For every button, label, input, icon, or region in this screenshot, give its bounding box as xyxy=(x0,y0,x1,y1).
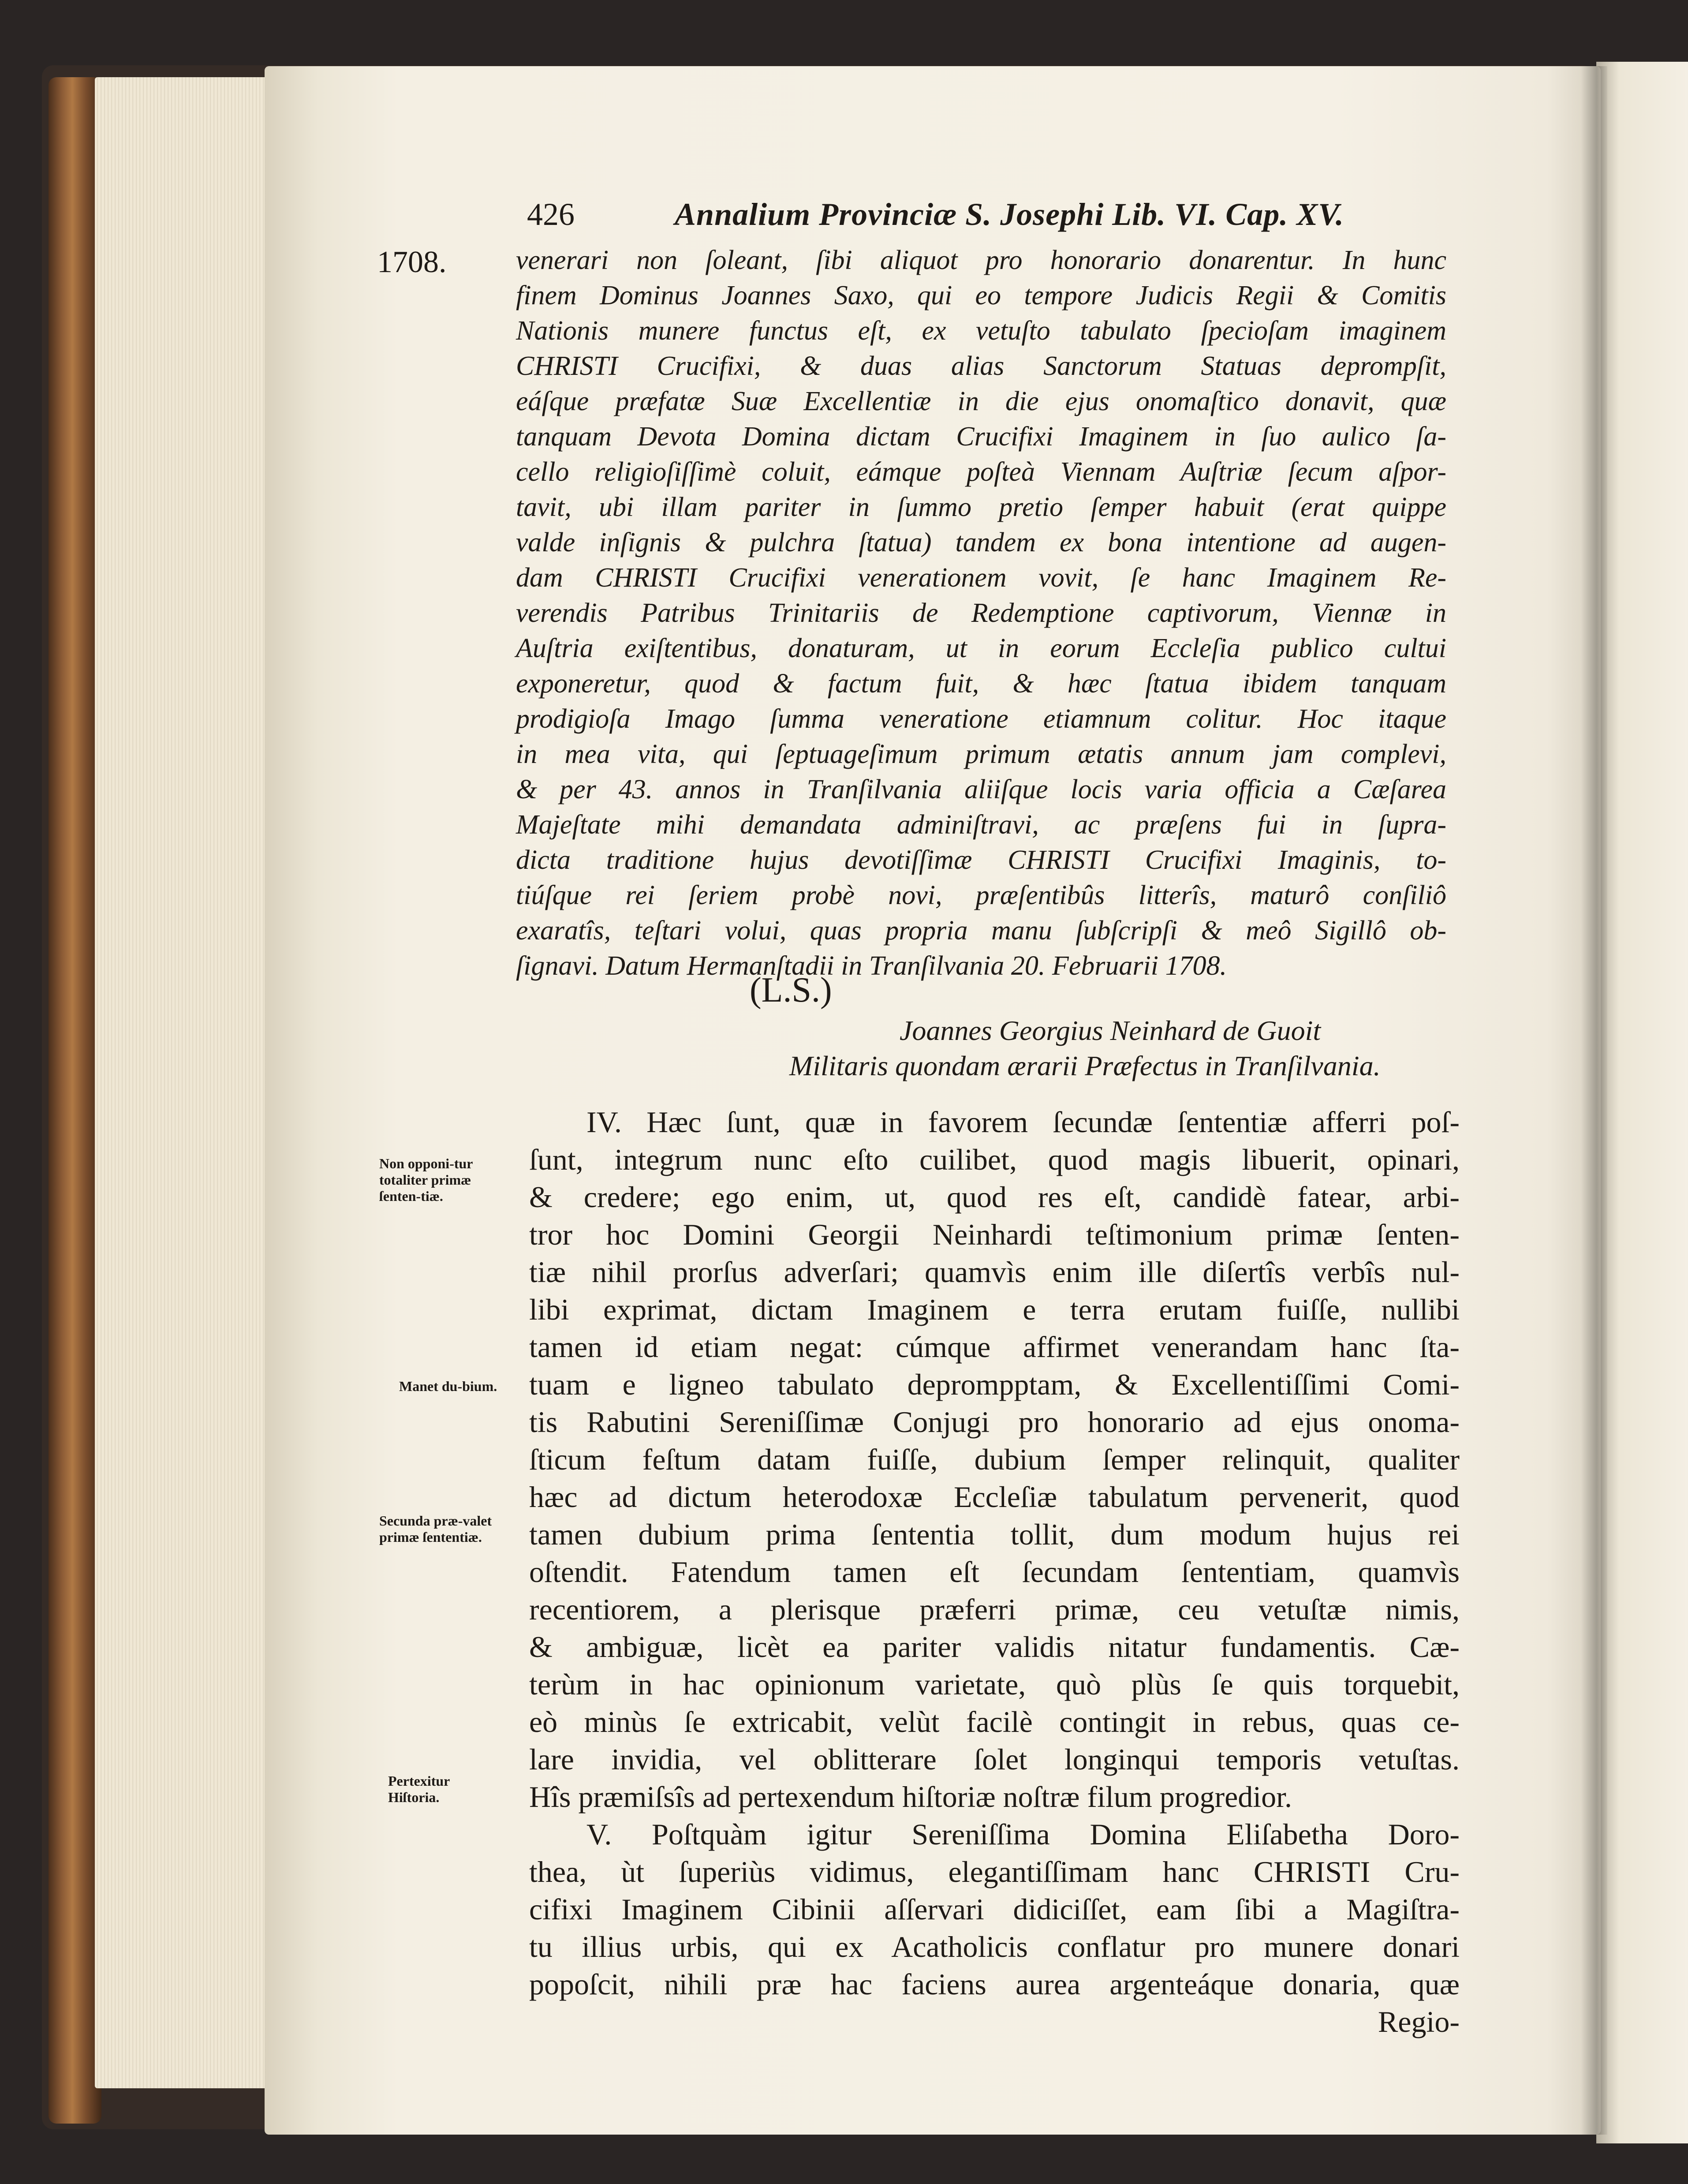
body-line: ſticum feſtum datam fuiſſe, dubium ſemper relinquit, qualiter xyxy=(529,1443,1460,1476)
letter-line: tavit, ubi illam pariter in ſummo pretio ſemper habuit (erat quippe xyxy=(516,492,1446,522)
letter-line: dam CHRISTI Crucifixi venerationem vovit, ſe hanc Imaginem Re- xyxy=(516,563,1446,593)
side-note: Secunda præ-valet primæ ſententiæ. xyxy=(379,1513,492,1545)
gutter-shadow xyxy=(1581,66,1607,2135)
side-note: Non opponi-tur totaliter primæ ſenten-tiæ. xyxy=(379,1156,473,1204)
body-line: & credere; ego enim, ut, quod res eſt, candidè fatear, arbi- xyxy=(529,1180,1460,1214)
body-line: terùm in hac opinionum varietate, quò plùs ſe quis torquebit, xyxy=(529,1668,1460,1701)
body-line: Hîs præmiſsîs ad pertexendum hiſtoriæ noſtræ filum progredior. xyxy=(529,1780,1292,1814)
letter-line: eáſque præfatæ Suæ Excellentiæ in die ejus onomaſtico donavit, quæ xyxy=(516,386,1446,416)
body-line: tror hoc Domini Georgii Neinhardi teſtimonium primæ ſenten- xyxy=(529,1218,1460,1251)
body-line: & ambiguæ, licèt ea pariter validis nitatur fundamentis. Cæ- xyxy=(529,1630,1460,1664)
page-edges xyxy=(95,77,280,2088)
page-number: 426 xyxy=(527,197,575,232)
letter-line: in mea vita, qui ſeptuageſimum primum ætatis annum jam complevi, xyxy=(516,739,1446,769)
body-line: ſunt, integrum nunc eſto cuilibet, quod magis libuerit, opinari, xyxy=(529,1143,1460,1176)
letter-line: tanquam Devota Domina dictam Crucifixi Imaginem in ſuo aulico ſa- xyxy=(516,422,1446,452)
body-line: lare invidia, vel oblitterare ſolet longinqui temporis vetuſtas. xyxy=(529,1743,1460,1776)
letter-line: Nationis munere functus eſt, ex vetuſto tabulato ſpecioſam imaginem xyxy=(516,316,1446,346)
side-note: Pertexitur Hiſtoria. xyxy=(388,1773,450,1805)
running-title: Annalium Provinciæ S. Josephi Lib. VI. Cap. XV. xyxy=(675,197,1344,232)
body-line: tu illius urbis, qui ex Acatholicis conflatur pro munere donari xyxy=(529,1930,1460,1963)
letter-line: valde inſignis & pulchra ſtatua) tandem ex bona intentione ad augen- xyxy=(516,527,1446,557)
letter-line: venerari non ſoleant, ſibi aliquot pro honorario donarentur. In hunc xyxy=(516,245,1446,275)
side-note: Manet du-bium. xyxy=(399,1378,497,1394)
letter-line: dicta traditione hujus devotiſſimæ CHRISTI Crucifixi Imaginis, to- xyxy=(516,845,1446,875)
letter-line: ſignavi. Datum Hermanſtadii in Tranſilvania 20. Februarii 1708. xyxy=(516,951,1227,981)
seal-mark: (L.S.) xyxy=(750,971,832,1010)
letter-line: & per 43. annos in Tranſilvania aliiſque locis varia officia a Cæſarea xyxy=(516,774,1446,804)
signature-title: Militaris quondam ærarii Præfectus in Tranſilvania. xyxy=(789,1050,1381,1081)
body-line: tis Rabutini Sereniſſimæ Conjugi pro honorario ad ejus onoma- xyxy=(529,1405,1460,1439)
facing-page-edge xyxy=(1596,62,1688,2143)
body-line: tuam e ligneo tabulato deprompptam, & Excellentiſſimi Comi- xyxy=(529,1368,1460,1401)
body-line: popoſcit, nihili præ hac faciens aurea argenteáque donaria, quæ xyxy=(529,1967,1460,2001)
catchword: Regio- xyxy=(1378,2005,1460,2038)
body-line: tiæ nihil prorſus adverſari; quamvìs enim ille diſertîs verbîs nul- xyxy=(529,1255,1460,1289)
body-line: tamen dubium prima ſententia tollit, dum modum hujus rei xyxy=(529,1518,1460,1551)
letter-line: cello religioſiſſimè coluit, eámque poſteà Viennam Auſtriæ ſecum aſpor- xyxy=(516,457,1446,487)
body-line: eò minùs ſe extricabit, velùt facilè contingit in rebus, quas ce- xyxy=(529,1705,1460,1739)
year-margin: 1708. xyxy=(377,245,447,279)
letter-line: Auſtria exiſtentibus, donaturam, ut in eorum Eccleſia publico cultui xyxy=(516,633,1446,663)
body-line: oſtendit. Fatendum tamen eſt ſecundam ſententiam, quamvìs xyxy=(529,1555,1460,1589)
letter-line: Majeſtate mihi demandata adminiſtravi, ac præſens fui in ſupra- xyxy=(516,810,1446,840)
body-line: V. Poſtquàm igitur Sereniſſima Domina Eliſabetha Doro- xyxy=(586,1818,1460,1851)
letter-line: finem Dominus Joannes Saxo, qui eo tempore Judicis Regii & Comitis xyxy=(516,280,1446,310)
letter-line: exaratîs, teſtari volui, quas propria manu ſubſcripſi & meô Sigillô ob- xyxy=(516,916,1446,946)
letter-line: tiúſque rei ſeriem probè novi, præſentibûs litterîs, maturô conſiliô xyxy=(516,880,1446,910)
book-spine xyxy=(49,77,101,2124)
body-line: tamen id etiam negat: cúmque affirmet venerandam hanc ſta- xyxy=(529,1330,1460,1364)
body-line: cifixi Imaginem Cibinii aſſervari didiciſſet, eam ſibi a Magiſtra- xyxy=(529,1892,1460,1926)
letter-line: verendis Patribus Trinitariis de Redemptione captivorum, Viennæ in xyxy=(516,598,1446,628)
body-line: recentiorem, a plerisque præferri primæ, ceu vetuſtæ nimis, xyxy=(529,1593,1460,1626)
body-line: thea, ùt ſuperiùs vidimus, elegantiſſimam hanc CHRISTI Cru- xyxy=(529,1855,1460,1889)
letter-line: CHRISTI Crucifixi, & duas alias Sanctorum Statuas deprompſit, xyxy=(516,351,1446,381)
letter-line: prodigioſa Imago ſumma veneratione etiamnum colitur. Hoc itaque xyxy=(516,704,1446,734)
body-line: hæc ad dictum heterodoxæ Eccleſiæ tabulatum pervenerit, quod xyxy=(529,1480,1460,1514)
body-line: IV. Hæc ſunt, quæ in favorem ſecundæ ſententiæ afferri poſ- xyxy=(586,1105,1460,1139)
body-line: libi exprimat, dictam Imaginem e terra erutam fuiſſe, nullibi xyxy=(529,1293,1460,1326)
signature-name: Joannes Georgius Neinhard de Guoit xyxy=(900,1015,1321,1046)
letter-line: exponeretur, quod & factum fuit, & hæc ſtatua ibidem tanquam xyxy=(516,669,1446,699)
